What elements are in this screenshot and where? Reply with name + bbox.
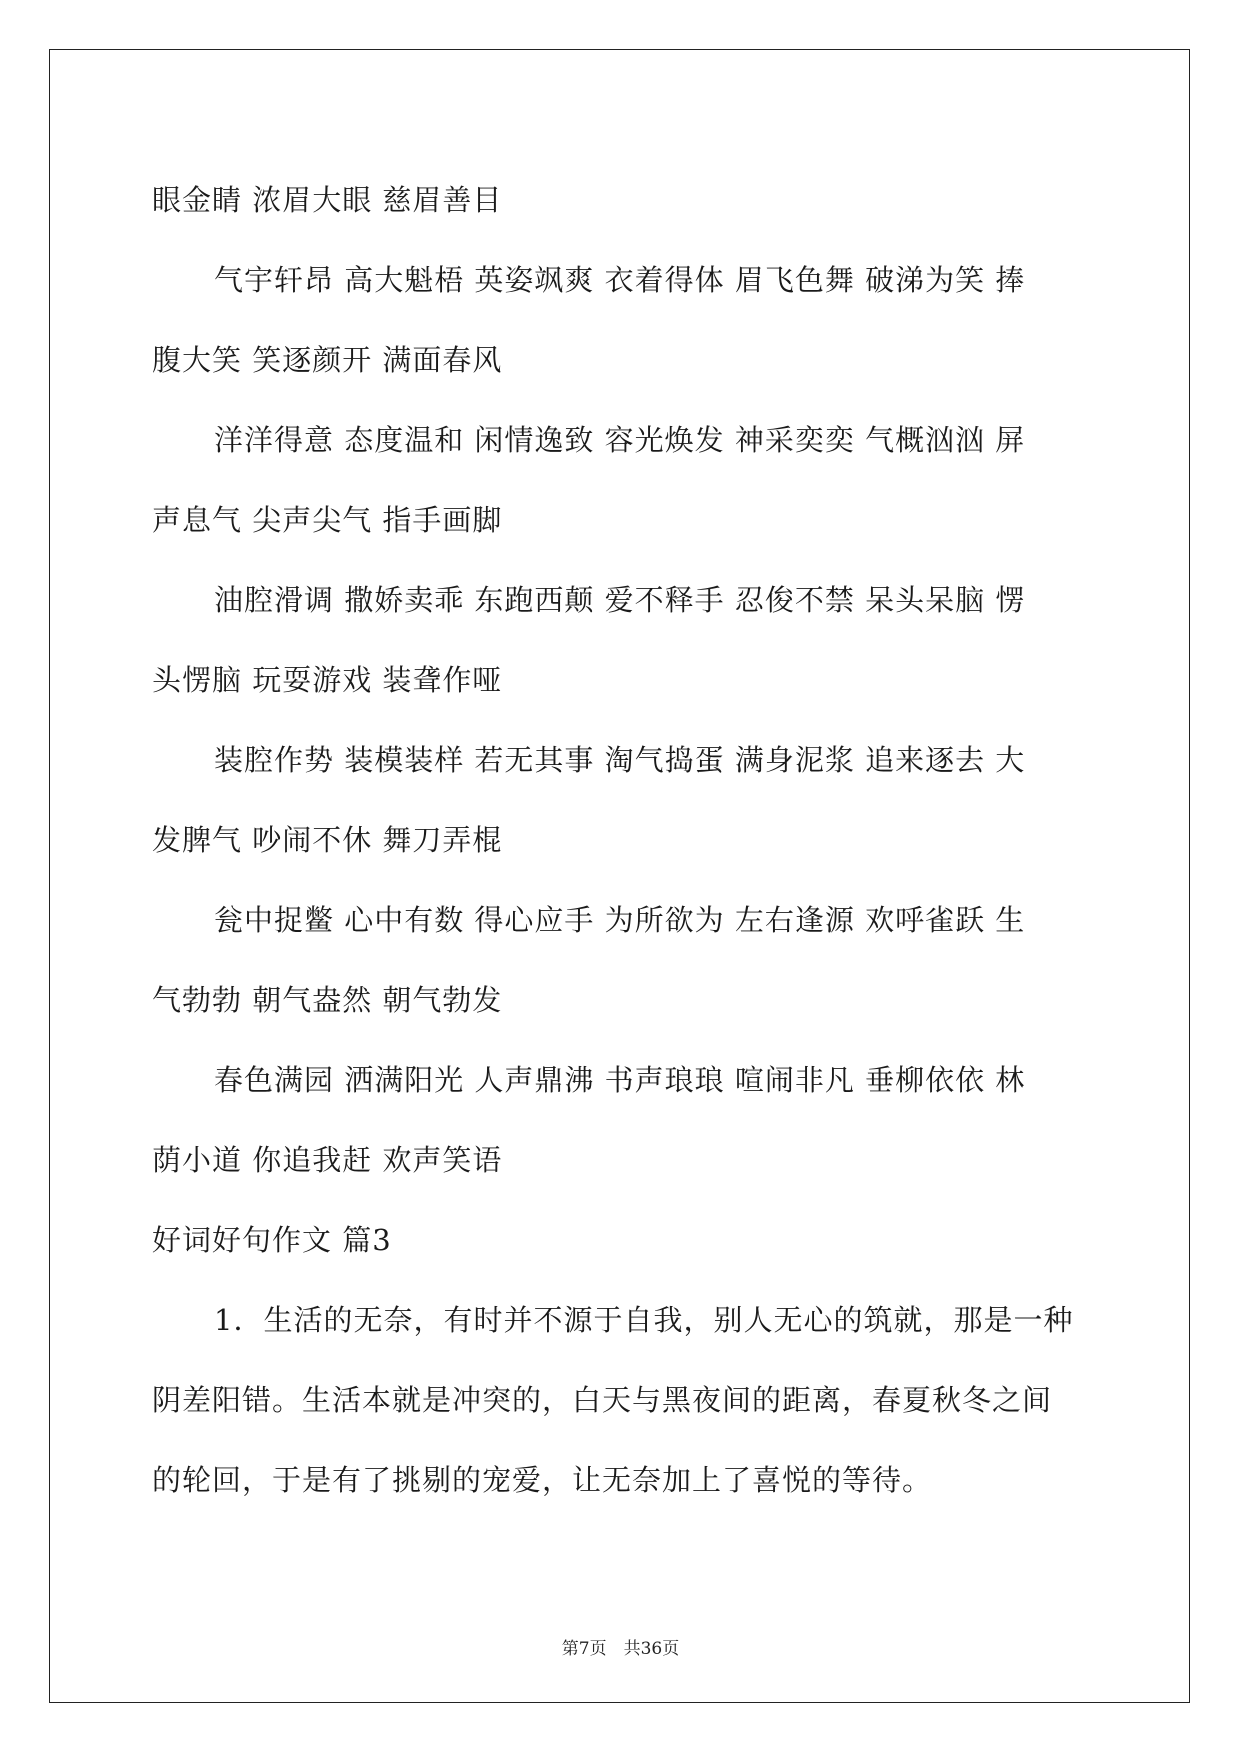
text-line: 头愣脑 玩耍游戏 装聋作哑 [152, 663, 503, 697]
text-line: 发脾气 吵闹不休 舞刀弄棍 [152, 823, 503, 857]
text-line: 1．生活的无奈，有时并不源于自我，别人无心的筑就，那是一种 [214, 1303, 1074, 1337]
text-line: 声息气 尖声尖气 指手画脚 [152, 503, 503, 537]
document-body [152, 160, 1084, 1520]
page-footer: 第7页 共36页 [561, 1639, 680, 1659]
text-line: 的轮回，于是有了挑剔的宠爱，让无奈加上了喜悦的等待。 [152, 1463, 933, 1497]
text-line: 油腔滑调 撒娇卖乖 东跑西颠 爱不释手 忍俊不禁 呆头呆脑 愣 [214, 583, 1026, 617]
text-line: 春色满园 洒满阳光 人声鼎沸 书声琅琅 喧闹非凡 垂柳依依 林 [214, 1063, 1026, 1097]
text-line: 眼金睛 浓眉大眼 慈眉善目 [152, 183, 503, 217]
section-heading: 好词好句作文 篇3 [152, 1223, 392, 1257]
text-line: 腹大笑 笑逐颜开 满面春风 [152, 343, 503, 377]
text-line: 装腔作势 装模装样 若无其事 淘气捣蛋 满身泥浆 追来逐去 大 [214, 743, 1026, 777]
text-line: 气宇轩昂 高大魁梧 英姿飒爽 衣着得体 眉飞色舞 破涕为笑 捧 [214, 263, 1026, 297]
text-line: 气勃勃 朝气盎然 朝气勃发 [152, 983, 503, 1017]
text-line: 荫小道 你追我赶 欢声笑语 [152, 1143, 503, 1177]
text-line: 洋洋得意 态度温和 闲情逸致 容光焕发 神采奕奕 气概汹汹 屏 [214, 423, 1026, 457]
text-line: 瓮中捉鳖 心中有数 得心应手 为所欲为 左右逢源 欢呼雀跃 生 [214, 903, 1026, 937]
text-line: 阴差阳错。生活本就是冲突的，白天与黑夜间的距离，春夏秋冬之间 [152, 1383, 1053, 1417]
